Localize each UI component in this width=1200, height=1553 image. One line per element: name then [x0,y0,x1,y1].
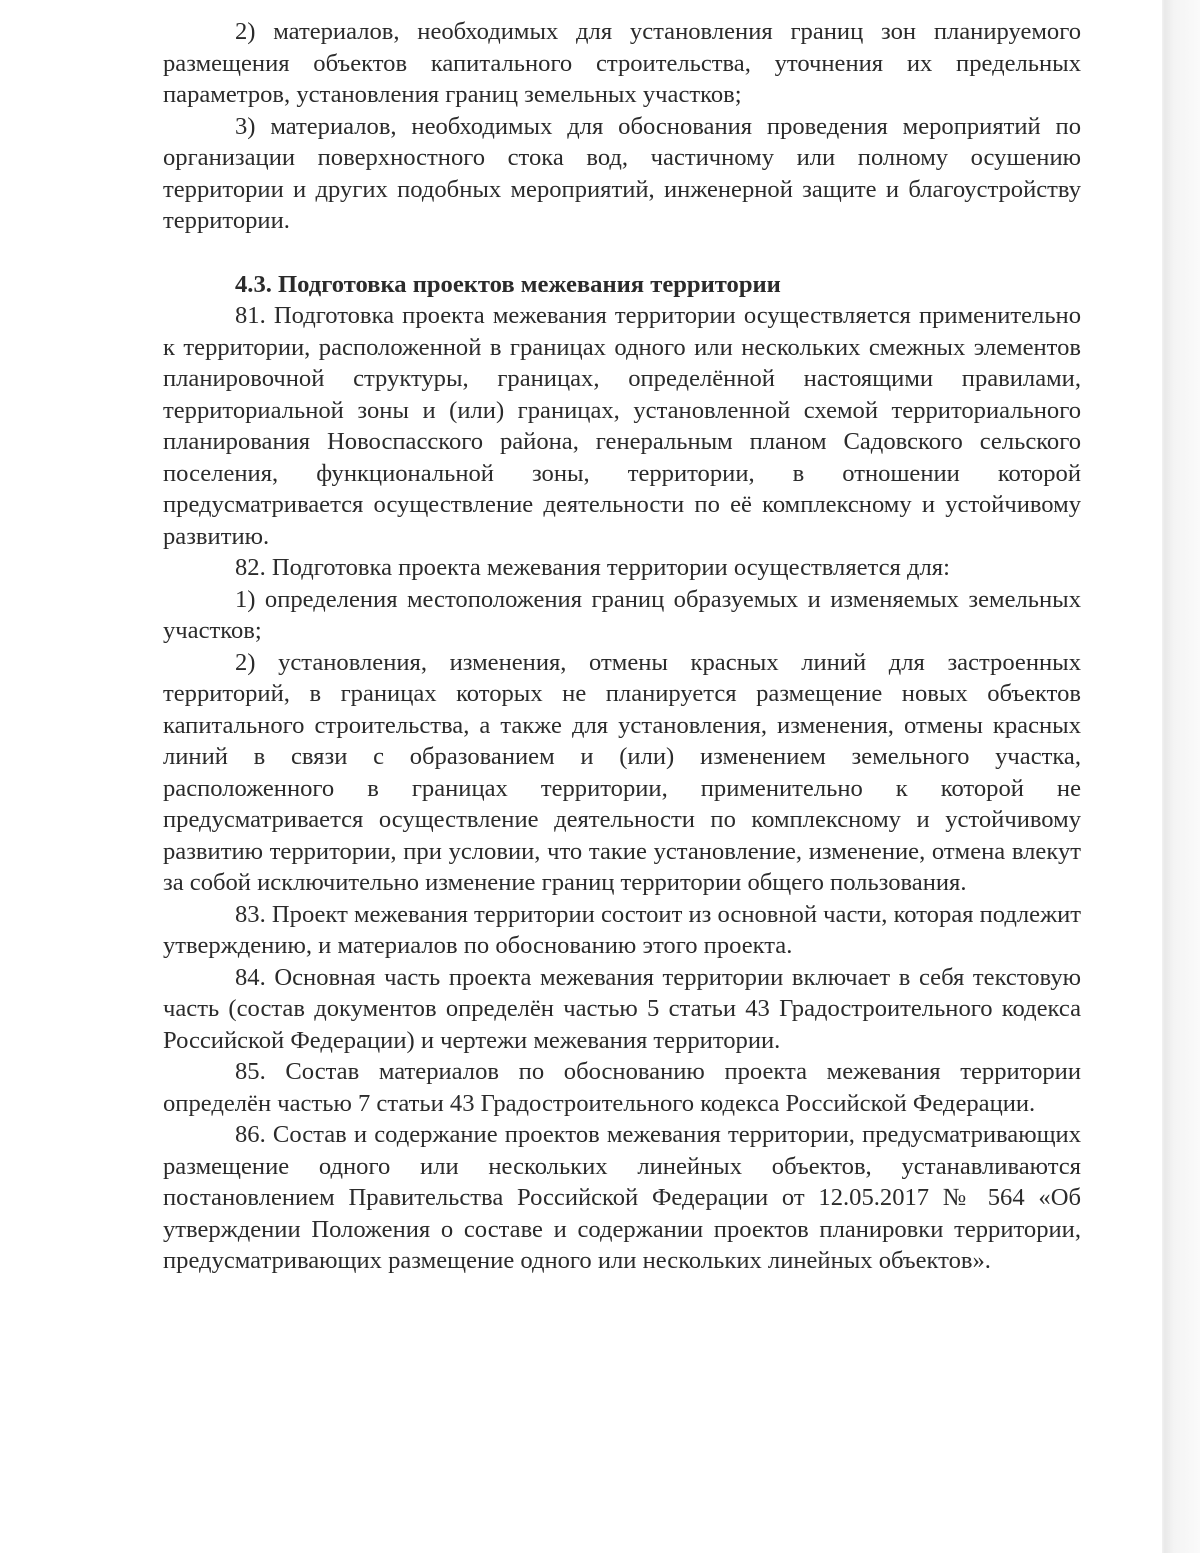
paragraph-86: 86. Состав и содержание проектов межевания территории, предусматривающих размещение одного или нескольких линейных объектов, устанавливаются постановлением Правительства Российской Федерации от 12.05.2017 № 564 «Об утверждении Положения о составе и содержании проектов планировки территории, предусматривающих размещение одного или нескольких линейных объектов». [163,1121,1081,1274]
paragraph-82-item-1: 1) определения местоположения границ образуемых и изменяемых земельных участков; [163,585,1081,644]
paragraph-83: 83. Проект межевания территории состоит из основной части, которая подлежит утверждению, и материалов по обоснованию этого проекта. [163,900,1081,959]
section-heading: 4.3. Подготовка проектов межевания территории [235,270,781,298]
paragraph-82-item-2: 2) установления, изменения, отмены красных линий для застроенных территорий, в границах которых не планируется размещение новых объектов капитального строительства, а также для установления, изменения, отмены красных линий в связи с образованием и (или) изменением земельного участка, расположенного в границах территории, применительно к которой не предусматривается осуществление деятельности по комплексному и устойчивому развитию территории, при условии, что такие установление, изменение, отмена влекут за собой исключительно изменение границ территории общего пользования. [163,648,1081,896]
paragraph-85: 85. Состав материалов по обоснованию проекта межевания территории определён частью 7 статьи 43 Градостроительного кодекса Российской Федерации. [163,1058,1081,1117]
paragraph-81: 81. Подготовка проекта межевания территории осуществляется применительно к территории, расположенной в границах одного или нескольких смежных элементов планировочной структуры, границах, определённой настоящими правилами, территориальной зоны и (или) границах, установленной схемой территориального планирования Новоспасского района, генеральным планом Садовского сельского поселения, функциональной зоны, территории, в отношении которой предусматривается осуществление деятельности по её комплексному и устойчивому развитию. [163,302,1081,550]
paragraph-84: 84. Основная часть проекта межевания территории включает в себя текстовую часть (состав документов определён частью 5 статьи 43 Градостроительного кодекса Российской Федерации) и чертежи межевания территории. [163,963,1081,1054]
list-item-2: 2) материалов, необходимых для установления границ зон планируемого размещения объектов капитального строительства, уточнения их предельных параметров, установления границ земельных участков; [163,18,1081,108]
document-body [163,16,1081,1277]
list-item-3: 3) материалов, необходимых для обоснования проведения мероприятий по организации поверхностного стока вод, частичному или полному осушению территории и других подобных мероприятий, инженерной защите и благоустройству территории. [163,112,1081,234]
paragraph-82: 82. Подготовка проекта межевания территории осуществляется для: [235,554,950,581]
scan-edge-shadow [1162,0,1200,1553]
